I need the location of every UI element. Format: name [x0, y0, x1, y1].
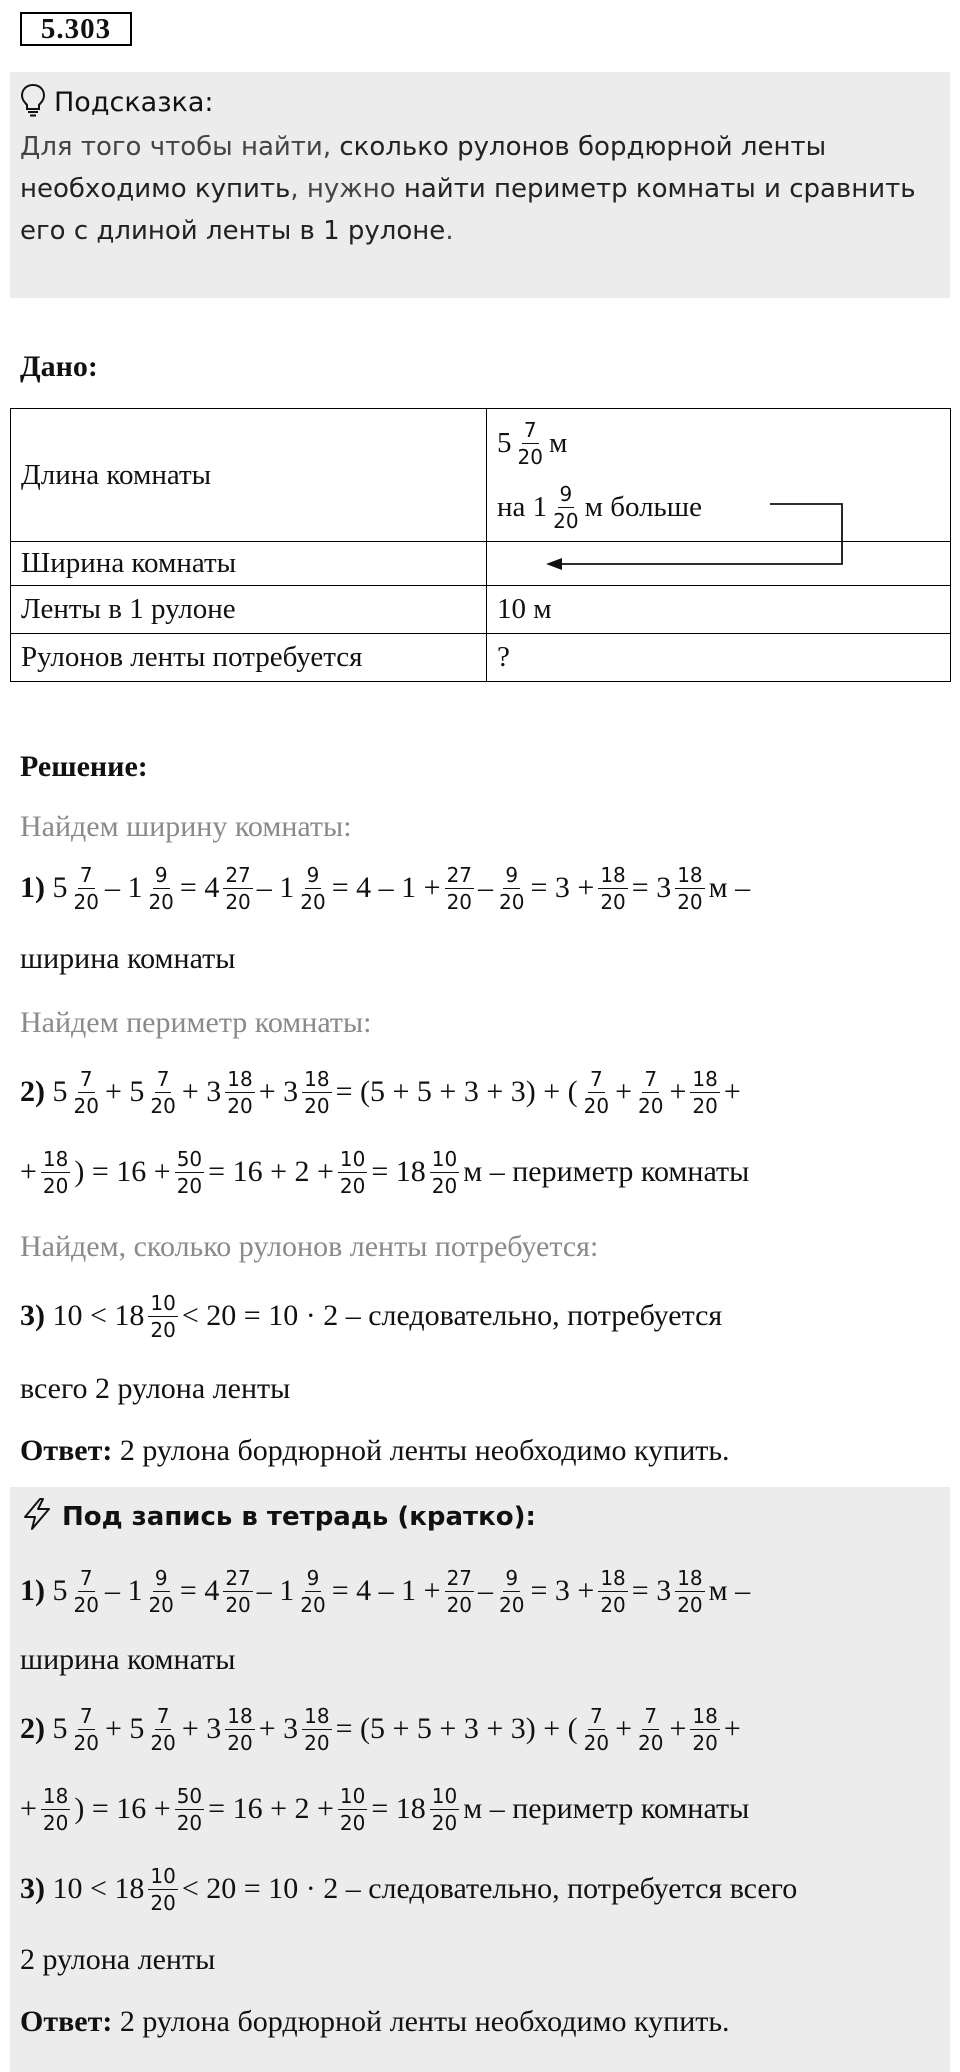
- hint-label: Подсказка:: [54, 86, 214, 118]
- notes-answer: Ответ: 2 рулона бордюрной ленты необходимо купить.: [20, 2005, 730, 2038]
- table-cell: Ленты в 1 рулоне: [11, 586, 487, 634]
- table-cell: 10 м: [487, 586, 951, 634]
- step2-equation-cont: + $\frac{18}{20}$ ) = 16 + $\frac{50}{20}$ = 16 + 2 + $\frac{10}{20}$ = 18 $\frac{10}{20}$ м – периметр комнаты: [20, 1146, 750, 1198]
- step1-equation: 1) 5 $\frac{7}{20}$ – 1 $\frac{9}{20}$ = 4 $\frac{27}{20}$ – 1 $\frac{9}{20}$ = 4 – 1 + $\frac{27}{20}$ – $\frac{9}{20}$ = 3 + $\frac{18}{20}$ = 3 $\frac{18}{20}$ м –: [20, 862, 751, 914]
- step1-continuation: ширина комнаты: [20, 942, 236, 975]
- step2-intro: Найдем периметр комнаты:: [20, 1006, 372, 1039]
- step2-equation: 2) 5 $\frac{7}{20}$ + 5 $\frac{7}{20}$ + 3 $\frac{18}{20}$ + 3 $\frac{18}{20}$ = (5 + 5 + 3 + 3) + ( $\frac{7}{20}$ + $\frac{7}{20}$ + $\frac{18}{20}$ +: [20, 1066, 741, 1118]
- table-cell: 5 $\frac{7}{20}$ м на 1 $\frac{9}{20}$ м больше: [487, 409, 951, 542]
- table-cell: Длина комнаты: [11, 409, 487, 542]
- notes-step3-continuation: 2 рулона ленты: [20, 1943, 216, 1976]
- notes-step1-equation: 1) 5 $\frac{7}{20}$ – 1 $\frac{9}{20}$ = 4 $\frac{27}{20}$ – 1 $\frac{9}{20}$ = 4 – 1 + $\frac{27}{20}$ – $\frac{9}{20}$ = 3 + $\frac{18}{20}$ = 3 $\frac{18}{20}$ м –: [20, 1565, 751, 1617]
- table-cell: ?: [487, 634, 951, 682]
- notes-box: [10, 1487, 950, 2072]
- table-cell: Ширина комнаты: [11, 542, 487, 586]
- notes-step3-equation: 3) 10 < 18 $\frac{10}{20}$ < 20 = 10 · 2 – следовательно, потребуется всего: [20, 1863, 798, 1915]
- hint-text: Для того чтобы найти, сколько рулонов бордюрной ленты необходимо купить, нужно найти периметр комнаты и сравнить его с длиной ленты в 1 рулоне.: [20, 132, 916, 246]
- task-number: 5.303: [20, 12, 132, 46]
- table-row: [11, 634, 951, 682]
- step1-intro: Найдем ширину комнаты:: [20, 810, 352, 843]
- notes-step2-equation: 2) 5 $\frac{7}{20}$ + 5 $\frac{7}{20}$ + 3 $\frac{18}{20}$ + 3 $\frac{18}{20}$ = (5 + 5 + 3 + 3) + ( $\frac{7}{20}$ + $\frac{7}{20}$ + $\frac{18}{20}$ +: [20, 1703, 741, 1755]
- table-row: [11, 586, 951, 634]
- notes-step1-continuation: ширина комнаты: [20, 1643, 236, 1676]
- notes-label: Под запись в тетрадь (кратко):: [62, 1501, 536, 1532]
- given-heading: Дано:: [20, 350, 98, 383]
- lightning-icon: [20, 1497, 54, 1536]
- notes-step2-equation-cont: + $\frac{18}{20}$ ) = 16 + $\frac{50}{20}$ = 16 + 2 + $\frac{10}{20}$ = 18 $\frac{10}{20}$ м – периметр комнаты: [20, 1783, 750, 1835]
- hint-box: [10, 72, 950, 298]
- arrow-icon: [540, 490, 860, 570]
- step3-intro: Найдем, сколько рулонов ленты потребуется:: [20, 1230, 599, 1263]
- step3-continuation: всего 2 рулона ленты: [20, 1372, 291, 1405]
- lightbulb-icon: [20, 83, 46, 122]
- step3-equation: 3) 10 < 18 $\frac{10}{20}$ < 20 = 10 · 2 – следовательно, потребуется: [20, 1290, 723, 1342]
- answer: Ответ: 2 рулона бордюрной ленты необходимо купить.: [20, 1434, 730, 1467]
- table-cell: Рулонов ленты потребуется: [11, 634, 487, 682]
- solution-heading: Решение:: [20, 750, 148, 783]
